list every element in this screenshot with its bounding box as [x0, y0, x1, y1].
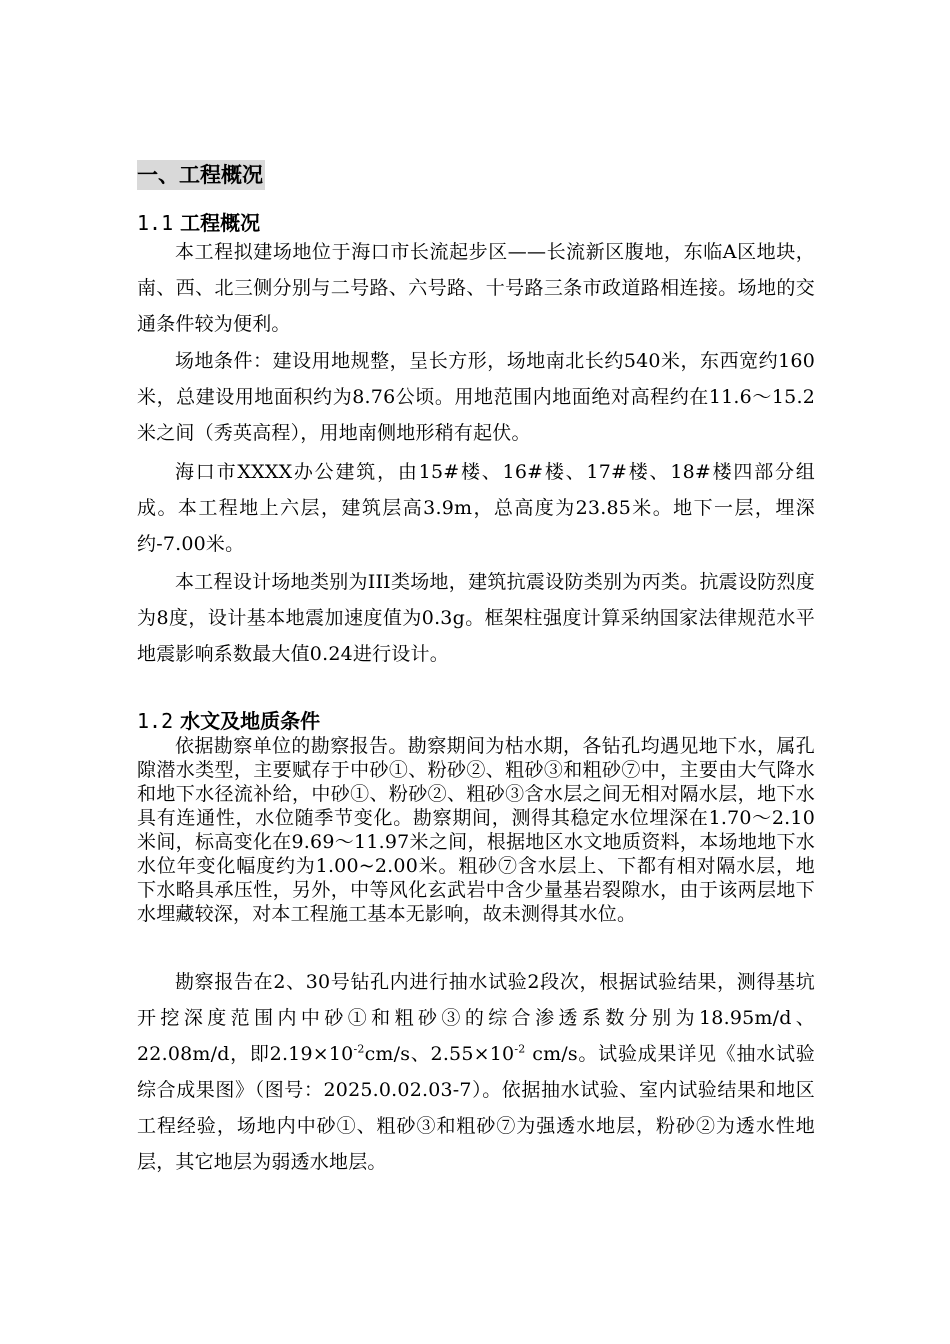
paragraph-groundwater: 依据勘察单位的勘察报告。勘察期间为枯水期，各钻孔均遇见地下水，属孔隙潜水类型，主要赋存于中砂①、粉砂②、粗砂③和粗砂⑦中，主要由大气降水和地下水径流补给，中砂①、粉砂②、粗砂③含水层之间无相对隔水层，地下水具有连通性，水位随季节变化。勘察期间，测得其稳定水位埋深在1.70～2.10米间，标高变化在9.69～11.97米之间，根据地区水文地质资料，本场地地下水水位年变化幅度约为1.00~2.00米。粗砂⑦含水层上、下都有相对隔水层，地下水略具承压性，另外，中等风化玄武岩中含少量基岩裂隙水，由于该两层地下水埋藏较深，对本工程施工基本无影响，故未测得其水位。 — [137, 735, 815, 925]
paragraph-pumping-test — [137, 964, 815, 1180]
section-title: 水文及地质条件 — [180, 709, 321, 733]
exponent-1: -2 — [353, 1042, 365, 1056]
section-number: 1.1 — [137, 211, 174, 235]
paragraph-site-conditions: 场地条件：建设用地规整，呈长方形，场地南北长约540米，东西宽约160米，总建设用地面积约为8.76公顷。用地范围内地面绝对高程约在11.6～15.2米之间（秀英高程），用地南侧地形稍有起伏。 — [137, 350, 815, 444]
pumping-text-part3: cm/s。试验成果详见《抽水试验综合成果图》（图号：2025.0.02.03-7）。依据抽水试验、室内试验结果和地区工程经验，场地内中砂①、粗砂③和粗砂⑦为强透水地层，粉砂②为透水性地层，其它地层为弱透水地层。 — [137, 1043, 815, 1173]
section-heading-1-2 — [137, 707, 320, 735]
pumping-text-part2: cm/s、2.55×10 — [364, 1043, 515, 1065]
pumping-text-part1: 勘察报告在2、30号钻孔内进行抽水试验2段次，根据试验结果，测得基坑开挖深度范围内中砂①和粗砂③的综合渗透系数分别为18.95m/d、22.08m/d，即2.19×10 — [137, 971, 815, 1065]
paragraph-site-location: 本工程拟建场地位于海口市长流起步区——长流新区腹地，东临A区地块，南、西、北三侧分别与二号路、六号路、十号路三条市政道路相连接。场地的交通条件较为便利。 — [137, 241, 815, 335]
section-heading-1: 一、工程概况 — [137, 160, 265, 190]
section-title: 工程概况 — [180, 211, 261, 235]
section-heading-1-1 — [137, 209, 260, 237]
section-number: 1.2 — [137, 709, 174, 733]
paragraph-building-info: 海口市XXXX办公建筑，由15#楼、16#楼、17#楼、18#楼四部分组成。本工程地上六层，建筑层高3.9m，总高度为23.85米。地下一层，埋深约-7.00米。 — [137, 461, 815, 555]
exponent-2: -2 — [514, 1042, 526, 1056]
paragraph-seismic-info: 本工程设计场地类别为III类场地，建筑抗震设防类别为丙类。抗震设防烈度为8度，设计基本地震加速度值为0.3g。框架柱强度计算采纳国家法律规范水平地震影响系数最大值0.24进行设计。 — [137, 571, 815, 665]
